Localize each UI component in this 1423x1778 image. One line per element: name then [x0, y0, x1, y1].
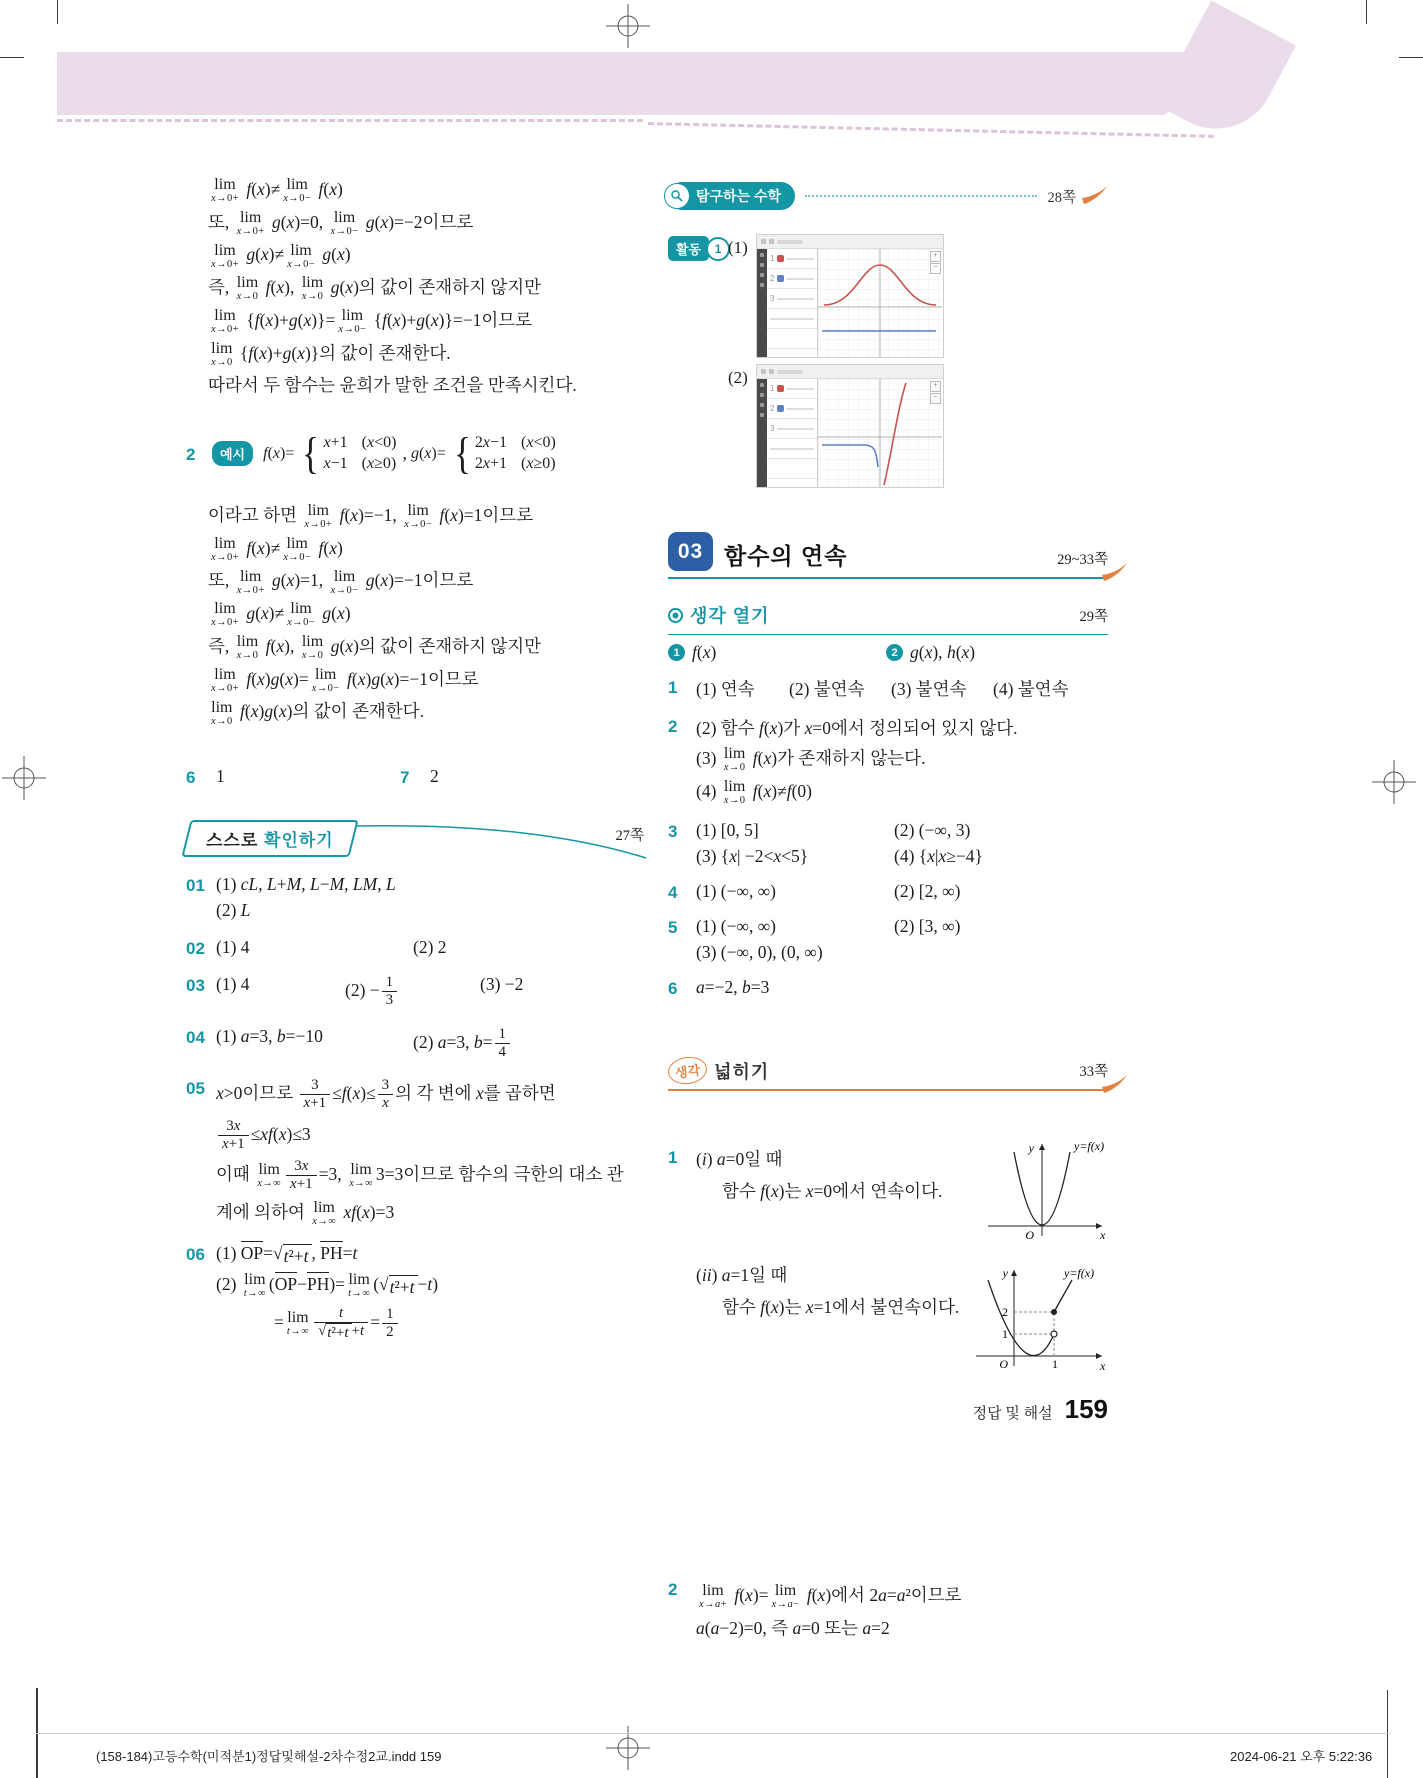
expression-row: 1: [767, 249, 817, 269]
circled-answer-text: f(x): [692, 642, 717, 662]
page-reference: 33쪽: [1079, 1064, 1108, 1080]
math-line: lim x→0+ f(x)g(x)= lim x→0− f(x)g(x)=−1이므로: [211, 665, 479, 694]
graphing-calculator-screenshot-2: [756, 364, 944, 488]
limit-notation: lim x→0−: [330, 567, 359, 596]
math-line: a(a−2)=0, 즉 a=0 또는 a=2: [696, 1617, 890, 1638]
registration-mark-top: [606, 4, 650, 48]
expression-row: [767, 329, 817, 349]
fraction: $\frac{1}{3}$: [382, 974, 398, 1010]
answer-text: (1) (−∞, ∞): [696, 916, 777, 937]
limit-notation: lim x→0+: [304, 502, 333, 531]
activity-item-label: (1): [728, 238, 748, 257]
crop-mark: [1399, 57, 1423, 58]
magnifier-icon: [670, 189, 684, 203]
left-column: [186, 172, 648, 1652]
limit-notation: lim x→0+: [211, 307, 239, 336]
zoom-buttons: [930, 381, 941, 404]
swoosh-decoration: [1102, 1075, 1128, 1095]
sidebar-icon: [760, 413, 764, 417]
bottom-trim-line: [36, 1733, 1390, 1734]
graphing-calculator-screenshot-1: [756, 234, 944, 358]
answer-text: 계에 의하여 lim x→∞ xf(x)=3: [216, 1198, 395, 1227]
limit-notation: lim x→0: [211, 339, 233, 368]
answer-text: = lim t→∞ t √ t²+t +t = $\frac{1}{2}$: [274, 1305, 400, 1343]
answer-number: 02: [186, 939, 205, 958]
answer-item: [186, 1077, 648, 1232]
math-line: lim x→a+ f(x)= lim x→a− f(x)에서 2a=a²이므로: [699, 1582, 962, 1611]
answer-row: [216, 1199, 648, 1228]
answer-text: (1) 4: [216, 937, 250, 957]
zoom-out-button: −: [930, 263, 941, 274]
think-open-header: [668, 602, 1108, 635]
limit-notation: lim x→0: [301, 274, 324, 303]
answer-row: [696, 846, 1108, 867]
answer-text: (1) 4: [216, 974, 250, 994]
expression-row: 2: [767, 269, 817, 289]
limit-notation: lim x→∞: [349, 1161, 373, 1189]
expression-row: 1: [767, 379, 817, 399]
page-reference: 29쪽: [1079, 608, 1108, 625]
right-column: [668, 182, 1108, 1638]
answer-text: a=−2, b=3: [696, 977, 770, 998]
math-line: lim x→0+ g(x)≠ lim x→0− g(x): [211, 600, 351, 629]
dashed-divider-right: [648, 122, 1214, 138]
cases-bracket-group: [448, 428, 556, 478]
fraction: $\frac{1}{2}$: [382, 1306, 398, 1342]
print-footer-datetime: 2024-06-21 오후 5:22:36: [1230, 1749, 1373, 1764]
limit-notation: lim x→0: [723, 777, 746, 806]
answer-item: [668, 715, 1108, 811]
cases-row: 2x−1 (x<0): [474, 434, 556, 451]
graph-origin-label: O: [1025, 1228, 1034, 1242]
screenshot-toolbar: [757, 235, 943, 249]
activity-badge-number: 1: [706, 237, 730, 261]
crop-mark: [1387, 1690, 1388, 1778]
answer-number: 6: [186, 768, 196, 787]
answer-text: (2) a=3, b= $\frac{1}{4}$: [413, 1026, 512, 1062]
toolbar-bar: [777, 240, 803, 244]
answer-row: [696, 881, 1108, 902]
toolbar-bar: [777, 370, 803, 374]
piecewise-function-g: g ( x )= { 2x−1 (x<0) 2x+1 (x≥0): [410, 428, 556, 478]
answer-row: [696, 676, 1108, 701]
math-line: lim x→0+ {f(x)+g(x)}= lim x→0− {f(x)+g(x)}=−1이므로: [211, 307, 533, 336]
expression-row: 2: [767, 399, 817, 419]
answer-row: [696, 820, 1108, 841]
answer-text: (2) − $\frac{1}{3}$: [345, 974, 480, 1010]
graph-origin-label: O: [999, 1357, 1008, 1371]
graph-x-label: x: [1100, 1228, 1106, 1242]
selfcheck-answer-list: [186, 874, 648, 1358]
piecewise-function-f: f ( x )= { x+1 (x<0) x−1 (x≥0): [263, 428, 397, 478]
zoom-in-button: +: [930, 381, 941, 392]
graph-plot-steep-curve: [818, 379, 942, 487]
answer-item: [186, 974, 648, 1015]
math-line: lim x→0 f(x)g(x)의 값이 존재한다.: [211, 698, 424, 727]
expression-row: [767, 459, 817, 479]
registration-mark-left: [2, 756, 46, 800]
math-line: 따라서 두 함수는 윤희가 말한 조건을 만족시킨다.: [208, 375, 577, 396]
answer-text: $\frac{3x}{x+1}$ ≤xf(x)≤3: [216, 1118, 311, 1154]
page-reference: 29~33쪽: [1057, 552, 1108, 568]
limit-notation: lim x→0+: [236, 567, 265, 596]
answer-row: [216, 1158, 648, 1194]
section-number-badge: 03: [668, 532, 713, 571]
answer-row: [216, 1272, 648, 1300]
selfcheck-title-black: 스스로: [206, 831, 259, 850]
limit-notation: lim x→0+: [211, 665, 239, 694]
math-line: 또, lim x→0+ g(x)=1, lim x→0− g(x)=−1이므로: [208, 567, 474, 596]
expand-answer-2: [668, 1578, 1108, 1646]
square-root: √ t²+t: [273, 1244, 311, 1267]
overline-segment: PH: [306, 1274, 330, 1294]
sidebar-icon: [760, 383, 764, 387]
limit-notation: lim x→0+: [211, 534, 239, 563]
think-circle-icon: 생각: [666, 1054, 709, 1086]
fraction: $\frac{3x}{x+1}$: [286, 1158, 317, 1194]
explore-badge: [668, 182, 795, 210]
math-line: 즉, lim x→0 f(x), lim x→0 g(x)의 값이 존재하지 않지만: [208, 633, 542, 662]
answer-row: [216, 1077, 648, 1113]
limit-notation: lim t→∞: [243, 1271, 266, 1300]
math-line: lim x→0+ g(x)≠ lim x→0− g(x): [211, 241, 351, 270]
expression-row: [767, 439, 817, 459]
answer-number: 7: [400, 768, 410, 787]
answer-text: (3) 불연속: [891, 679, 967, 699]
math-line: 이라고 하면 lim x→0+ f(x)=−1, lim x→0− f(x)=1이므로: [208, 502, 534, 531]
answer-row: [696, 977, 1108, 998]
target-icon: [668, 608, 683, 623]
overline-segment: OP: [274, 1274, 298, 1294]
swoosh-decoration: [1082, 186, 1108, 206]
overline-segment: OP: [240, 1243, 264, 1264]
answer-text: (1) cL, L+M, L−M, LM, L: [216, 874, 396, 894]
answer-number: 06: [186, 1245, 205, 1265]
activity-row-2: [668, 364, 1108, 490]
circled-answer-text: g(x), h(x): [910, 642, 976, 662]
limit-notation: lim x→0−: [404, 502, 433, 531]
graph-x-tick-label: 1: [1052, 1357, 1058, 1371]
sidebar-icon: [760, 403, 764, 407]
dotted-leader: [805, 195, 1037, 197]
screenshot-sidebar: [757, 379, 767, 487]
circled-answers-row: [668, 642, 1108, 663]
graph-y-label: y: [1002, 1266, 1008, 1280]
circled-number-1: 1: [668, 644, 685, 661]
think-expand-header: [668, 1057, 1108, 1091]
answer-text: (1) [0, 5]: [696, 820, 759, 841]
crop-mark: [57, 0, 58, 24]
answer-number: 3: [668, 822, 678, 842]
answer-row: [216, 1118, 648, 1154]
answer-item: [668, 881, 1108, 907]
sidebar-icon: [760, 283, 764, 287]
explore-badge-label: 탐구하는 수학: [696, 188, 782, 204]
page-reference: 28쪽: [1047, 189, 1076, 206]
answer-row: [696, 916, 1108, 937]
cases-brace: {: [453, 428, 471, 478]
answer-item: [668, 676, 1108, 706]
activity-item-label: (2): [728, 368, 748, 387]
activity-badge: [668, 236, 730, 261]
answer-number: 5: [668, 918, 678, 938]
header-band-decoration: [57, 52, 1205, 115]
answer-text: (3) {x| −2<x<5}: [696, 846, 809, 867]
answer-number: 6: [668, 979, 678, 999]
graph-discontinuous-parabola: [972, 1264, 1108, 1378]
zoom-in-button: +: [930, 251, 941, 262]
limit-notation: lim x→0+: [211, 241, 239, 270]
graph-curve-label: y=f(x): [1064, 1266, 1095, 1280]
answer-number: 05: [186, 1079, 205, 1098]
answer-text: (2) [3, ∞): [894, 916, 961, 937]
think-open-title: 생각 열기: [690, 606, 770, 626]
overline-segment: PH: [320, 1243, 343, 1264]
expand-answer-1: [668, 1139, 1108, 1373]
limit-notation: lim x→0: [723, 745, 746, 774]
screenshot-sidebar: [757, 249, 767, 357]
answer-text: (4) lim x→0 f(x)≠f(0): [696, 777, 812, 806]
case-i-body: 함수 f(x)는 x=0에서 연속이다.: [722, 1181, 943, 1201]
answer-number: 2: [186, 444, 196, 464]
answer-item: [186, 1243, 648, 1347]
answer-text: (2) (−∞, 3): [894, 820, 971, 841]
answer-row: [696, 779, 1108, 807]
explore-math-header: [668, 182, 1108, 210]
answer-row: [216, 1243, 648, 1267]
toolbar-dot: [769, 239, 774, 244]
magnifier-chip: [664, 183, 690, 209]
fraction: $\frac{1}{4}$: [495, 1026, 511, 1062]
graph-curve-label: y=f(x): [1074, 1139, 1105, 1153]
graph-plot-bell-curve: [818, 249, 942, 357]
answer-text: (3) (−∞, 0), (0, ∞): [696, 942, 823, 963]
registration-mark-right: [1372, 760, 1416, 804]
answer-number: 2: [668, 1580, 678, 1599]
answers-footer-label: 정답 및 해설: [972, 1406, 1053, 1422]
limit-notation: lim t→∞: [348, 1271, 371, 1300]
answer-continued-math-lines: [186, 172, 648, 404]
comma-separator: ,: [402, 443, 407, 463]
zoom-out-button: −: [930, 393, 941, 404]
think-open-answer-list: [668, 676, 1108, 1012]
answer-item: [186, 874, 648, 926]
toolbar-dot: [761, 239, 766, 244]
swoosh-decoration: [1102, 563, 1128, 583]
sidebar-icon: [760, 263, 764, 267]
case-i-head: (i) a=0일 때: [696, 1149, 783, 1169]
math-line: 즉, lim x→0 f(x), lim x→0 g(x)의 값이 존재하지 않지만: [208, 274, 542, 303]
answer-text: (2) 2: [413, 937, 447, 957]
expression-row: 3: [767, 289, 817, 309]
fraction: $\frac{3}{x+1}$: [300, 1077, 331, 1113]
cases-row: x+1 (x<0): [323, 434, 397, 451]
case-ii-body: 함수 f(x)는 x=1에서 불연속이다.: [722, 1297, 960, 1317]
square-root: √ t²+t: [318, 1323, 352, 1342]
answer-row: [216, 900, 648, 921]
square-root: √ t²+t: [379, 1275, 417, 1298]
limit-notation: lim x→0−: [287, 600, 316, 629]
answer-number: 04: [186, 1027, 205, 1047]
math-line: 또, lim x→0+ g(x)=0, lim x→0− g(x)=−2이므로: [208, 208, 474, 237]
crop-mark: [0, 57, 24, 58]
answer-row: [216, 874, 648, 895]
answer-number: 2: [668, 717, 678, 736]
fraction: $\frac{3x}{x+1}$: [218, 1118, 249, 1154]
expression-list: [767, 249, 818, 357]
answer-text: (2) lim t→∞ (OP−PH)= lim t→∞ ( √ t²+t −t): [216, 1271, 439, 1300]
zoom-buttons: [930, 251, 941, 274]
sidebar-icon: [760, 273, 764, 277]
limit-notation: lim x→a−: [771, 1582, 800, 1611]
answer-number: 1: [668, 678, 678, 697]
page-reference: 27쪽: [615, 828, 644, 844]
section-03-header: [668, 532, 1108, 579]
answer-number: 03: [186, 976, 205, 995]
limit-notation: lim x→∞: [257, 1161, 282, 1189]
sidebar-icon: [760, 253, 764, 257]
selfcheck-title-teal: 확인하기: [264, 831, 334, 850]
answer-item: [186, 1026, 648, 1067]
toolbar-dot: [769, 369, 774, 374]
answer-item: [668, 820, 1108, 872]
sidebar-icon: [760, 393, 764, 397]
graph-y-label: y: [1028, 1141, 1034, 1155]
page-number: 159: [1064, 1394, 1108, 1424]
limit-notation: lim x→∞: [312, 1198, 337, 1227]
example-explanation-lines: [186, 498, 648, 732]
activity-row-1: [668, 234, 1108, 360]
example-answer-2: [186, 428, 648, 478]
math-line: lim x→0+ f(x)≠ lim x→0− f(x): [211, 534, 343, 563]
limit-notation: lim x→0−: [283, 176, 312, 205]
answers-6-7-row: [186, 766, 648, 788]
answer-text: (4) {x|x≥−4}: [894, 846, 983, 867]
graph-area: [818, 249, 943, 357]
dashed-divider-left: [57, 119, 643, 122]
graph-y-tick-label: 1: [1002, 1327, 1008, 1341]
answer-text: (4) 불연속: [993, 679, 1069, 699]
graph-y-tick-label: 2: [1002, 1305, 1008, 1319]
header-band-corner-decoration: [1156, 0, 1296, 149]
think-expand-title: 넓히기: [714, 1061, 770, 1082]
limit-notation: lim x→0−: [311, 665, 340, 694]
answer-value: 2: [430, 766, 439, 786]
answer-row: [216, 974, 648, 1010]
answer-row: [216, 1026, 648, 1062]
limit-notation: lim x→a+: [699, 1582, 727, 1611]
limit-notation: lim t→∞: [286, 1308, 309, 1337]
expression-list: [767, 379, 818, 487]
answers-footer: [668, 1394, 1108, 1425]
answer-item: [668, 977, 1108, 1003]
cases-row: 2x+1 (x≥0): [474, 455, 556, 472]
answer-number: 4: [668, 883, 678, 903]
selfcheck-section-header: [186, 820, 648, 862]
answer-text: (2) 함수 f(x)가 x=0에서 정의되어 있지 않다.: [696, 718, 1018, 738]
answer-item: [186, 937, 648, 963]
selfcheck-tail-curve: [354, 820, 650, 860]
limit-notation: lim x→0+: [211, 176, 239, 205]
print-footer-filename: (158-184)고등수학(미적분1)정답및해설-2차수정2교.indd 159: [96, 1749, 442, 1764]
limit-notation: lim x→0+: [211, 600, 239, 629]
graph-x-label: x: [1100, 1359, 1106, 1373]
case-ii-head: (ii) a=1일 때: [696, 1265, 788, 1285]
answer-text: 이때 lim x→∞ $\frac{3x}{x+1}$ =3, lim x→∞ 3=3이므로 함수의 극한의 대소 관: [216, 1158, 624, 1193]
answer-math-lines: [696, 1578, 1108, 1646]
answer-text: (3) lim x→0 f(x)가 존재하지 않는다.: [696, 745, 926, 774]
expression-row: 3: [767, 419, 817, 439]
limit-notation: lim x→0−: [330, 208, 359, 237]
limit-notation: lim x→0: [301, 633, 324, 662]
limit-notation: lim x→0+: [236, 208, 265, 237]
selfcheck-title-box: [181, 820, 358, 857]
answer-text: (1) a=3, b=−10: [216, 1025, 323, 1046]
example-badge: 예시: [212, 441, 253, 466]
answer-row: [696, 942, 1108, 963]
cases-bracket-group: [296, 428, 397, 478]
answer-text: (1) 연속: [696, 679, 755, 699]
answer-row: [696, 715, 1108, 740]
answer-value: 1: [216, 766, 225, 786]
answer-text: (2) [2, ∞): [894, 881, 961, 902]
activity-badge-label: 활동: [668, 236, 709, 261]
limit-notation: lim x→0−: [338, 307, 367, 336]
cases-row: x−1 (x≥0): [323, 455, 397, 472]
limit-notation: lim x→0−: [283, 534, 312, 563]
answer-row: [696, 745, 1108, 774]
fraction: t √ t²+t +t: [314, 1305, 368, 1343]
graph-continuous-parabola: [984, 1138, 1108, 1248]
limit-notation: lim x→0−: [287, 241, 316, 270]
expression-row: [767, 309, 817, 329]
answer-text: (2) 불연속: [789, 679, 865, 699]
math-line: lim x→0+ f(x)≠ lim x→0− f(x): [211, 176, 343, 205]
answer-number: 1: [668, 1148, 678, 1167]
graph-area: [818, 379, 943, 487]
toolbar-dot: [761, 369, 766, 374]
answer-text: (1) (−∞, ∞): [696, 881, 777, 902]
fraction: $\frac{3}{x}$: [378, 1077, 394, 1113]
circled-number-2: 2: [886, 644, 903, 661]
answer-text: x>0이므로 $\frac{3}{x+1}$ ≤f(x)≤ $\frac{3}{x}$ 의 각 변에 x를 곱하면: [216, 1077, 556, 1112]
answer-row: [216, 937, 648, 958]
limit-notation: lim x→0: [211, 698, 233, 727]
math-line: lim x→0 {f(x)+g(x)}의 값이 존재한다.: [211, 339, 451, 368]
answer-text: (2) L: [216, 900, 251, 920]
cases-brace: {: [302, 428, 320, 478]
answer-number: 01: [186, 876, 205, 895]
screenshot-toolbar: [757, 365, 943, 379]
limit-notation: lim x→0: [236, 274, 259, 303]
answer-item: [668, 916, 1108, 968]
section-title: 함수의 연속: [724, 543, 848, 569]
limit-notation: lim x→0: [236, 633, 259, 662]
crop-mark: [1366, 0, 1367, 24]
answer-text: (1) OP= √ t²+t , PH=t: [216, 1243, 358, 1267]
answer-row: [216, 1305, 648, 1343]
answer-text: (3) −2: [480, 974, 524, 994]
